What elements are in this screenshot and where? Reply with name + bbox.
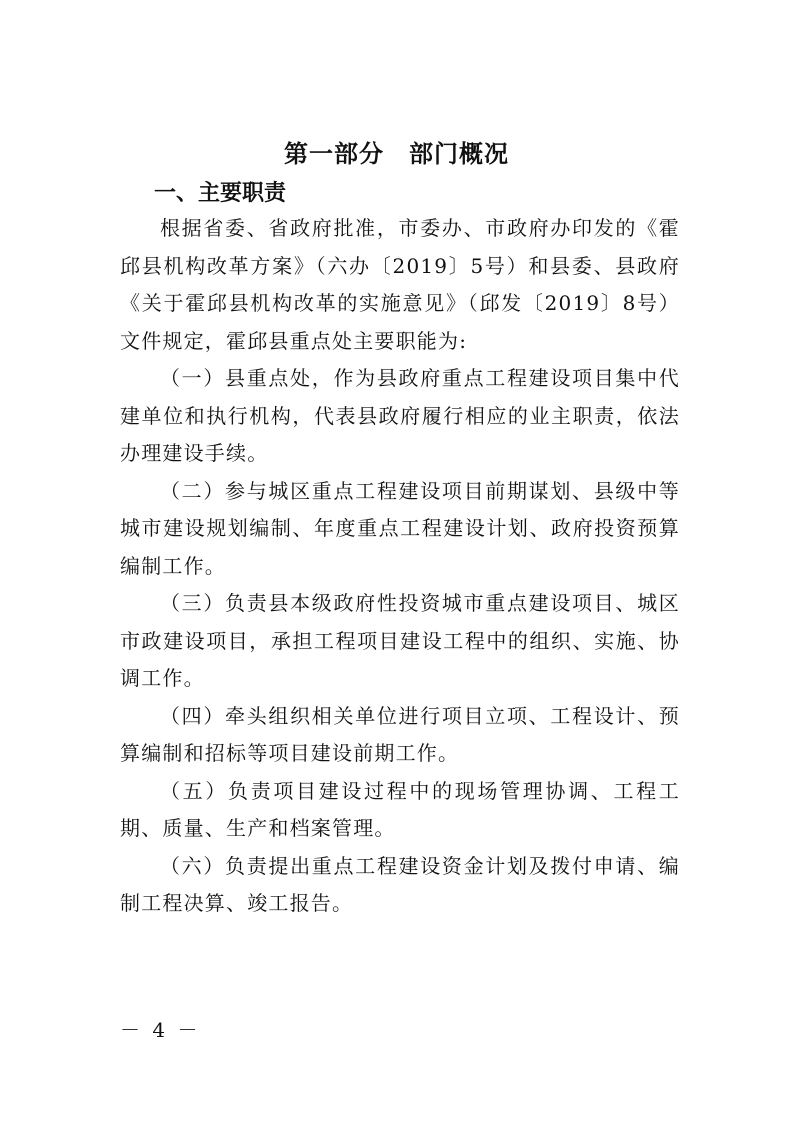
paragraph-item-6: （六）负责提出重点工程建设资金计划及拨付申请、编制工程决算、竣工报告。: [120, 853, 680, 915]
page-title: 第一部分 部门概况: [284, 140, 509, 168]
page-number: － 4 －: [120, 1018, 201, 1042]
paragraph-item-4: （四）牵头组织相关单位进行项目立项、工程设计、预算编制和招标等项目建设前期工作。: [120, 703, 680, 765]
paragraph-item-3: （三）负责县本级政府性投资城市重点建设项目、城区市政建设项目，承担工程项目建设工程中的组织、实施、协调工作。: [120, 591, 680, 690]
body-text: [120, 210, 680, 923]
paragraph-item-1: （一）县重点处，作为县政府重点工程建设项目集中代建单位和执行机构，代表县政府履行相应的业主职责，依法办理建设手续。: [120, 366, 680, 465]
paragraph-item-2: （二）参与城区重点工程建设项目前期谋划、县级中等城市建设规划编制、年度重点工程建设计划、政府投资预算编制工作。: [120, 478, 680, 578]
paragraph-item-5: （五）负责项目建设过程中的现场管理协调、工程工期、质量、生产和档案管理。: [120, 778, 680, 840]
paragraph-intro: 根据省委、省政府批准，市委办、市政府办印发的《霍邱县机构改革方案》（六办〔2019〕5号）和县委、县政府《关于霍邱县机构改革的实施意见》（邱发〔2019〕8号）文件规定，霍邱县重点处主要职能为:: [120, 216, 680, 353]
section-heading: 一、主要职责: [154, 181, 287, 206]
